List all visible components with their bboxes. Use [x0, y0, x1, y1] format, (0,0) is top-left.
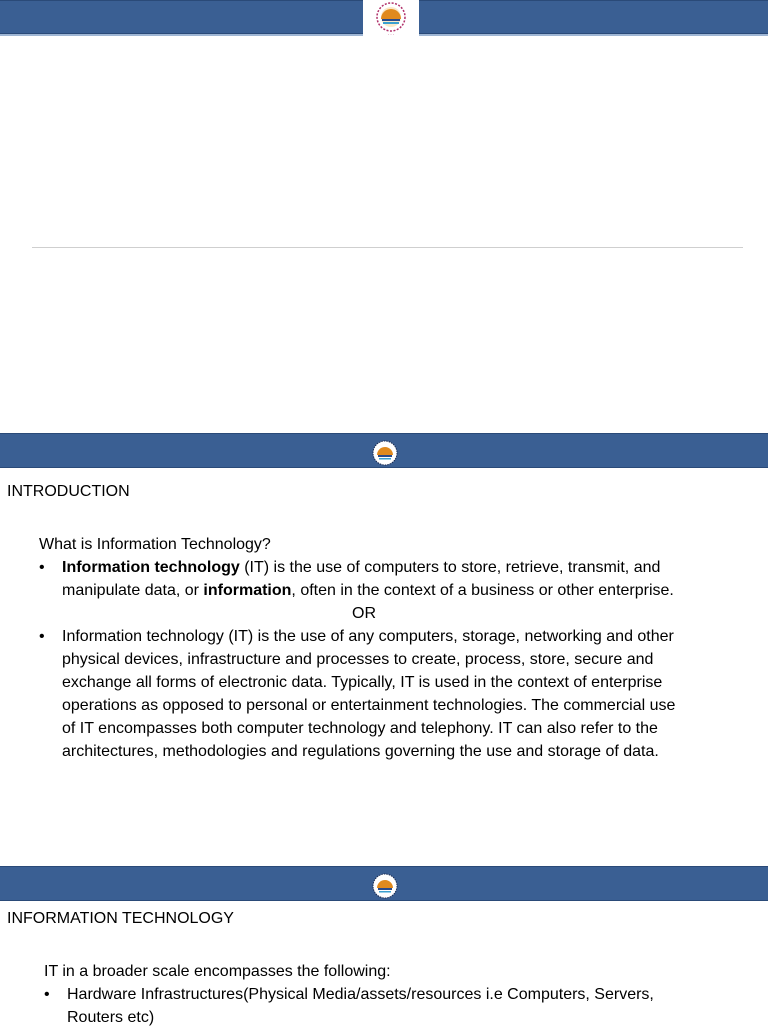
bullet-1-text-b: , often in the context of a business or other enterprise. — [291, 582, 674, 599]
slide-1-divider — [32, 247, 743, 248]
slide-2-body — [39, 533, 689, 763]
bullet-1-text-a: (IT) is the use of computers to store, retrieve, transmit, and manipulate data, or — [62, 559, 661, 599]
institute-logo-icon — [370, 871, 400, 901]
slide-3-heading: INFORMATION TECHNOLOGY — [7, 910, 234, 927]
slide-2-bullet-2: • Information technology (IT) is the use of any computers, storage, networking and other physical devices, infrastructure and processes to create, process, store, secure and exchange all forms of electronic data. Typically, IT is used in the context of enterprise operations as opposed to personal or entertainment technologies. The commercial use of IT encompasses both computer technology and telephony. IT can also refer to the architectures, methodologies and regulations governing the use and storage of data. — [39, 625, 689, 763]
slide-2-bullet-list — [39, 556, 689, 602]
slide-3-bullet-list — [44, 983, 684, 1029]
bold-term-it: Information technology — [62, 559, 240, 576]
slide-2-bullet-1 — [39, 556, 689, 602]
slide-2-question: What is Information Technology? — [39, 536, 271, 553]
institute-logo-icon — [363, 0, 419, 38]
slide-3-body — [44, 960, 684, 1029]
svg-text:· · ·: · · · — [387, 32, 395, 37]
slide-3-intro: IT in a broader scale encompasses the following: — [44, 963, 391, 980]
slide-2-bullet-list-2 — [39, 625, 689, 763]
slide-1 — [0, 0, 768, 430]
bold-term-information: information — [203, 582, 292, 599]
institute-logo-icon — [370, 438, 400, 468]
slide-3-bullet-1: • Hardware Infrastructures(Physical Media/assets/resources i.e Computers, Servers, Routers etc) — [44, 983, 684, 1029]
slide-2-heading: INTRODUCTION — [7, 483, 130, 500]
slide-2-or: OR — [352, 605, 376, 622]
